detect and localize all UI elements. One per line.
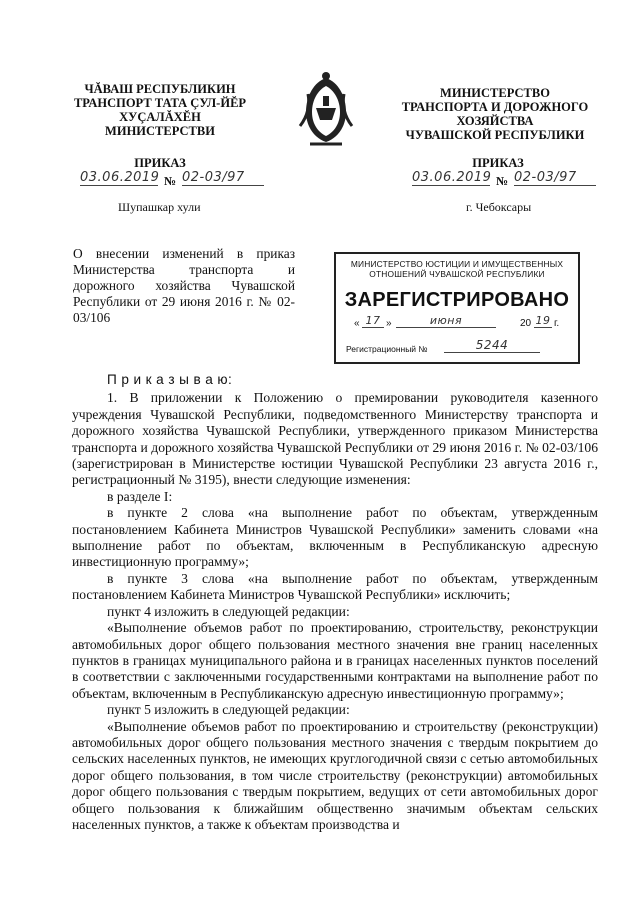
document-body	[72, 372, 598, 833]
stamp-year-suffix: 19	[535, 314, 551, 327]
header-right	[390, 86, 600, 142]
body-paragraph: «Выполнение объемов работ по проектированию, строительству, реконструкции автомобильных дорог общего пользования местного значения вне границ населенных пунктов в границах муниципального района и в границах населенных пунктов поселений в соответствии с заключенными государственными контрактами на выполнение работ по объектам, включенным в Республиканскую адресную инвестиционную программу»;	[72, 620, 598, 701]
body-paragraph: 1. В приложении к Положению о премировании руководителя казенного учреждения Чувашской Республики, подведомственного Министерству транспорта и дорожного хозяйства Чувашской Республики, утвержденного приказом Министерства транспорта и дорожного хозяйства Чувашской Республики от 29 июня 2016 г. № 02-03/106 (зарегистрирован в Министерстве юстиции Чувашской Республики 23 августа 2016 г., регистрационный № 3195), внести следующие изменения:	[72, 390, 598, 488]
stamp-date-row: « 17 » июня 20 19 г.	[354, 314, 560, 329]
header-right-line: ХОЗЯЙСТВА	[456, 114, 534, 128]
emblem-icon	[296, 68, 356, 146]
body-paragraph: «Выполнение объемов работ по проектированию и строительству (реконструкции) автомобильных дорог общего пользования местного значения с твердым покрытием до сельских населенных пунктов, не имеющих круглогодичной связи с сетью автомобильных дорог общего пользования, в том числе строительству (реконструкции) автомобильных дорог общего пользования с твердым покрытием, ведущих от сети автомобильных дорог общего пользования к ближайшим общественно значимым объектам сельских населенных пунктов, а также к объектам производства и	[72, 718, 598, 832]
header-left-line: ХУÇАЛĂХĔН	[119, 110, 201, 124]
stamp-reg-label: Регистрационный №	[346, 344, 428, 354]
header-right-line: МИНИСТЕРСТВО	[440, 86, 550, 100]
registration-stamp	[334, 252, 580, 364]
header-left-line: МИНИСТЕРСТВИ	[105, 124, 215, 138]
stamp-reg-row	[346, 338, 572, 358]
header-right-line: ТРАНСПОРТА И ДОРОЖНОГО	[401, 100, 589, 114]
body-paragraph: в разделе I:	[107, 488, 173, 504]
stamp-ministry-line-1: МИНИСТЕРСТВО ЮСТИЦИИ И ИМУЩЕСТВЕННЫХ	[350, 259, 564, 269]
order-word: П р и к а з ы в а ю:	[107, 372, 233, 387]
stamp-year-prefix: 20	[520, 318, 532, 329]
order-title-left: ПРИКАЗ	[134, 156, 186, 170]
order-date-right-row	[412, 170, 602, 190]
stamp-year-end: г.	[554, 318, 560, 329]
body-paragraph: в пункте 3 слова «на выполнение работ по объектам, утвержденным постановлением Кабинета Министров Чувашской Республики» исключить;	[72, 570, 598, 603]
header-left	[60, 82, 260, 138]
order-number-left: 02-03/97	[182, 170, 264, 186]
document-subject: О внесении изменений в приказ Министерства транспорта и дорожного хозяйства Чувашской Республики от 29 июня 2016 г. № 02-03/106	[73, 246, 295, 325]
body-paragraph: пункт 5 изложить в следующей редакции:	[107, 702, 350, 718]
stamp-title: ЗАРЕГИСТРИРОВАНО	[344, 289, 570, 311]
order-date-right: 03.06.2019	[412, 170, 492, 185]
city-right: г. Чебоксары	[466, 200, 532, 214]
order-date-left: 03.06.2019	[80, 170, 160, 185]
city-left: Шупашкар хули	[118, 200, 201, 214]
stamp-day: 17	[362, 314, 384, 328]
order-title-right: ПРИКАЗ	[472, 156, 524, 170]
order-date-left-row	[80, 170, 270, 190]
order-number-sign-left: №	[164, 174, 177, 188]
header-left-line: ЧĂВАШ РЕСПУБЛИКИН	[84, 82, 236, 96]
header-right-line: ЧУВАШСКОЙ РЕСПУБЛИКИ	[405, 128, 585, 142]
stamp-month: июня	[396, 314, 496, 328]
body-paragraph: в пункте 2 слова «на выполнение работ по объектам, утвержденным постановлением Кабинета Министров Чувашской Республики» заменить словами «на выполнение работ по объектам, включенным в Республиканскую адресную инвестиционную программу»;	[72, 505, 598, 570]
body-paragraph: пункт 4 изложить в следующей редакции:	[107, 603, 350, 619]
header-left-line: ТРАНСПОРТ ТАТА ÇУЛ-ЙĔР	[73, 96, 247, 110]
stamp-ministry-line-2: ОТНОШЕНИЙ ЧУВАШСКОЙ РЕСПУБЛИКИ	[369, 269, 545, 279]
stamp-reg-number: 5244	[444, 338, 540, 353]
order-number-right: 02-03/97	[514, 170, 596, 186]
order-number-sign-right: №	[496, 174, 509, 188]
